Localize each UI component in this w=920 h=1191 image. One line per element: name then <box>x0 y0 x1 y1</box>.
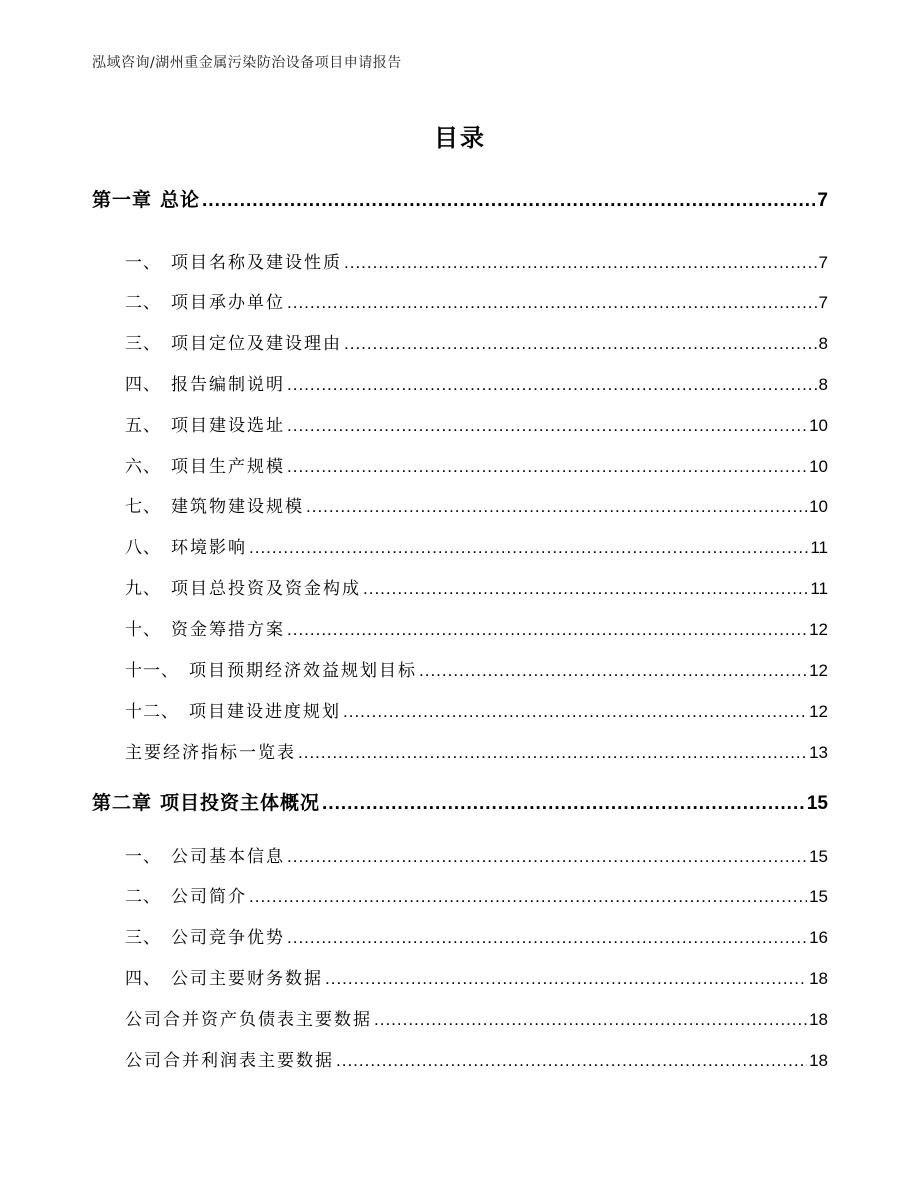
toc-entry-page: 10 <box>809 416 828 435</box>
toc-entry-chapter-2[interactable] <box>92 788 828 815</box>
toc-leader-dots <box>374 1010 807 1030</box>
toc-entry-section[interactable] <box>125 248 828 273</box>
toc-entry-title: 公司主要财务数据 <box>171 969 323 989</box>
toc-entry-page: 13 <box>809 743 828 762</box>
toc-entry-section[interactable] <box>125 329 828 354</box>
toc-entry-number: 一、 <box>125 253 161 273</box>
toc-entry-title: 项目承办单位 <box>171 293 285 313</box>
toc-entry-number: 二、 <box>125 887 161 907</box>
toc-entry-section[interactable] <box>125 492 828 517</box>
toc-entry-page: 12 <box>809 620 828 639</box>
toc-entry-page: 7 <box>818 293 828 312</box>
toc-entry-title: 公司合并利润表主要数据 <box>125 1051 334 1071</box>
toc-entry-title: 项目投资主体概况 <box>160 792 321 814</box>
toc-entry-number: 第一章 <box>92 189 153 211</box>
toc-entry-chapter-1[interactable] <box>92 185 828 212</box>
toc-leader-dots <box>287 847 807 867</box>
toc-entry-section[interactable] <box>125 964 828 989</box>
toc-entry-section[interactable] <box>125 452 828 477</box>
toc-leader-dots <box>344 253 817 273</box>
toc-entry-title: 建筑物建设规模 <box>171 497 304 517</box>
toc-entry-title: 项目建设进度规划 <box>189 702 341 722</box>
toc-entry-title: 总论 <box>160 189 201 211</box>
toc-leader-dots <box>287 293 817 313</box>
toc-entry-section[interactable] <box>125 656 828 681</box>
toc-entry-page: 11 <box>810 579 828 598</box>
toc-leader-dots <box>249 887 807 907</box>
toc-entry-title: 公司基本信息 <box>171 847 285 867</box>
toc-entry-page: 15 <box>809 887 828 906</box>
toc-entry-title: 公司合并资产负债表主要数据 <box>125 1010 372 1030</box>
toc-entry-number: 五、 <box>125 416 161 436</box>
toc-leader-dots <box>419 661 807 681</box>
toc-leader-dots <box>363 579 808 599</box>
toc-entry-title: 项目预期经济效益规划目标 <box>189 661 417 681</box>
toc-entry-number: 八、 <box>125 538 161 558</box>
toc-leader-dots <box>298 743 807 763</box>
toc-entry-number: 第二章 <box>92 792 153 814</box>
toc-entry-title: 项目定位及建设理由 <box>171 334 342 354</box>
toc-entry-title: 项目建设选址 <box>171 416 285 436</box>
toc-leader-dots <box>202 190 815 212</box>
toc-entry-section[interactable] <box>125 842 828 867</box>
toc-entry-section[interactable] <box>125 1046 828 1071</box>
toc-leader-dots <box>287 375 817 395</box>
toc-entry-number: 四、 <box>125 969 161 989</box>
toc-leader-dots <box>343 702 807 722</box>
toc-entry-page: 18 <box>809 1051 828 1070</box>
toc-entry-page: 8 <box>818 375 828 394</box>
toc-leader-dots <box>287 416 807 436</box>
toc-entry-page: 10 <box>809 457 828 476</box>
toc-entry-section[interactable] <box>125 533 828 558</box>
toc-entry-section[interactable] <box>125 882 828 907</box>
toc-entry-section[interactable] <box>125 574 828 599</box>
toc-leader-dots <box>287 928 807 948</box>
toc-entry-title: 公司竞争优势 <box>171 928 285 948</box>
toc-entry-page: 8 <box>818 334 828 353</box>
toc-entry-page: 18 <box>809 1010 828 1029</box>
toc-entry-section[interactable] <box>125 738 828 763</box>
toc-leader-dots <box>344 334 817 354</box>
toc-entry-number: 十二、 <box>125 702 179 722</box>
toc-entry-number: 三、 <box>125 334 161 354</box>
page-header: 泓域咨询/湖州重金属污染防治设备项目申请报告 <box>92 55 402 71</box>
toc-entry-number: 六、 <box>125 457 161 477</box>
toc-entry-section[interactable] <box>125 1005 828 1030</box>
toc-entry-page: 15 <box>809 847 828 866</box>
toc-entry-number: 二、 <box>125 293 161 313</box>
toc-leader-dots <box>306 497 807 517</box>
toc-entry-section[interactable] <box>125 370 828 395</box>
toc-entry-title: 环境影响 <box>171 538 247 558</box>
toc-leader-dots <box>336 1051 807 1071</box>
toc-entry-title: 项目总投资及资金构成 <box>171 579 361 599</box>
toc-entry-page: 16 <box>809 928 828 947</box>
toc-entry-page: 18 <box>809 969 828 988</box>
toc-entry-title: 报告编制说明 <box>171 375 285 395</box>
toc-title: 目录 <box>434 124 486 152</box>
toc-entry-title: 资金筹措方案 <box>171 620 285 640</box>
toc-entry-page: 12 <box>809 702 828 721</box>
toc-entry-number: 七、 <box>125 497 161 517</box>
toc-entry-title: 主要经济指标一览表 <box>125 743 296 763</box>
toc-entry-number: 四、 <box>125 375 161 395</box>
toc-leader-dots <box>287 620 807 640</box>
toc-entry-page: 10 <box>809 497 828 516</box>
toc-entry-page: 12 <box>809 661 828 680</box>
toc-entry-section[interactable] <box>125 411 828 436</box>
toc-entry-title: 公司简介 <box>171 887 247 907</box>
toc-entry-number: 九、 <box>125 579 161 599</box>
toc-entry-section[interactable] <box>125 288 828 313</box>
toc-entry-number: 十一、 <box>125 661 179 681</box>
toc-entry-title: 项目名称及建设性质 <box>171 253 342 273</box>
toc-entry-number: 一、 <box>125 847 161 867</box>
toc-entry-title: 项目生产规模 <box>171 457 285 477</box>
toc-entry-section[interactable] <box>125 697 828 722</box>
toc-entry-number: 三、 <box>125 928 161 948</box>
toc-leader-dots <box>322 793 805 815</box>
toc-entry-page: 7 <box>818 253 828 272</box>
toc-entry-number: 十、 <box>125 620 161 640</box>
toc-leader-dots <box>287 457 807 477</box>
toc-entry-section[interactable] <box>125 615 828 640</box>
toc-entry-page: 15 <box>806 793 828 814</box>
toc-leader-dots <box>249 538 808 558</box>
toc-entry-section[interactable] <box>125 923 828 948</box>
toc-entry-page: 11 <box>810 538 828 557</box>
toc-leader-dots <box>325 969 807 989</box>
toc-entry-page: 7 <box>817 190 828 211</box>
